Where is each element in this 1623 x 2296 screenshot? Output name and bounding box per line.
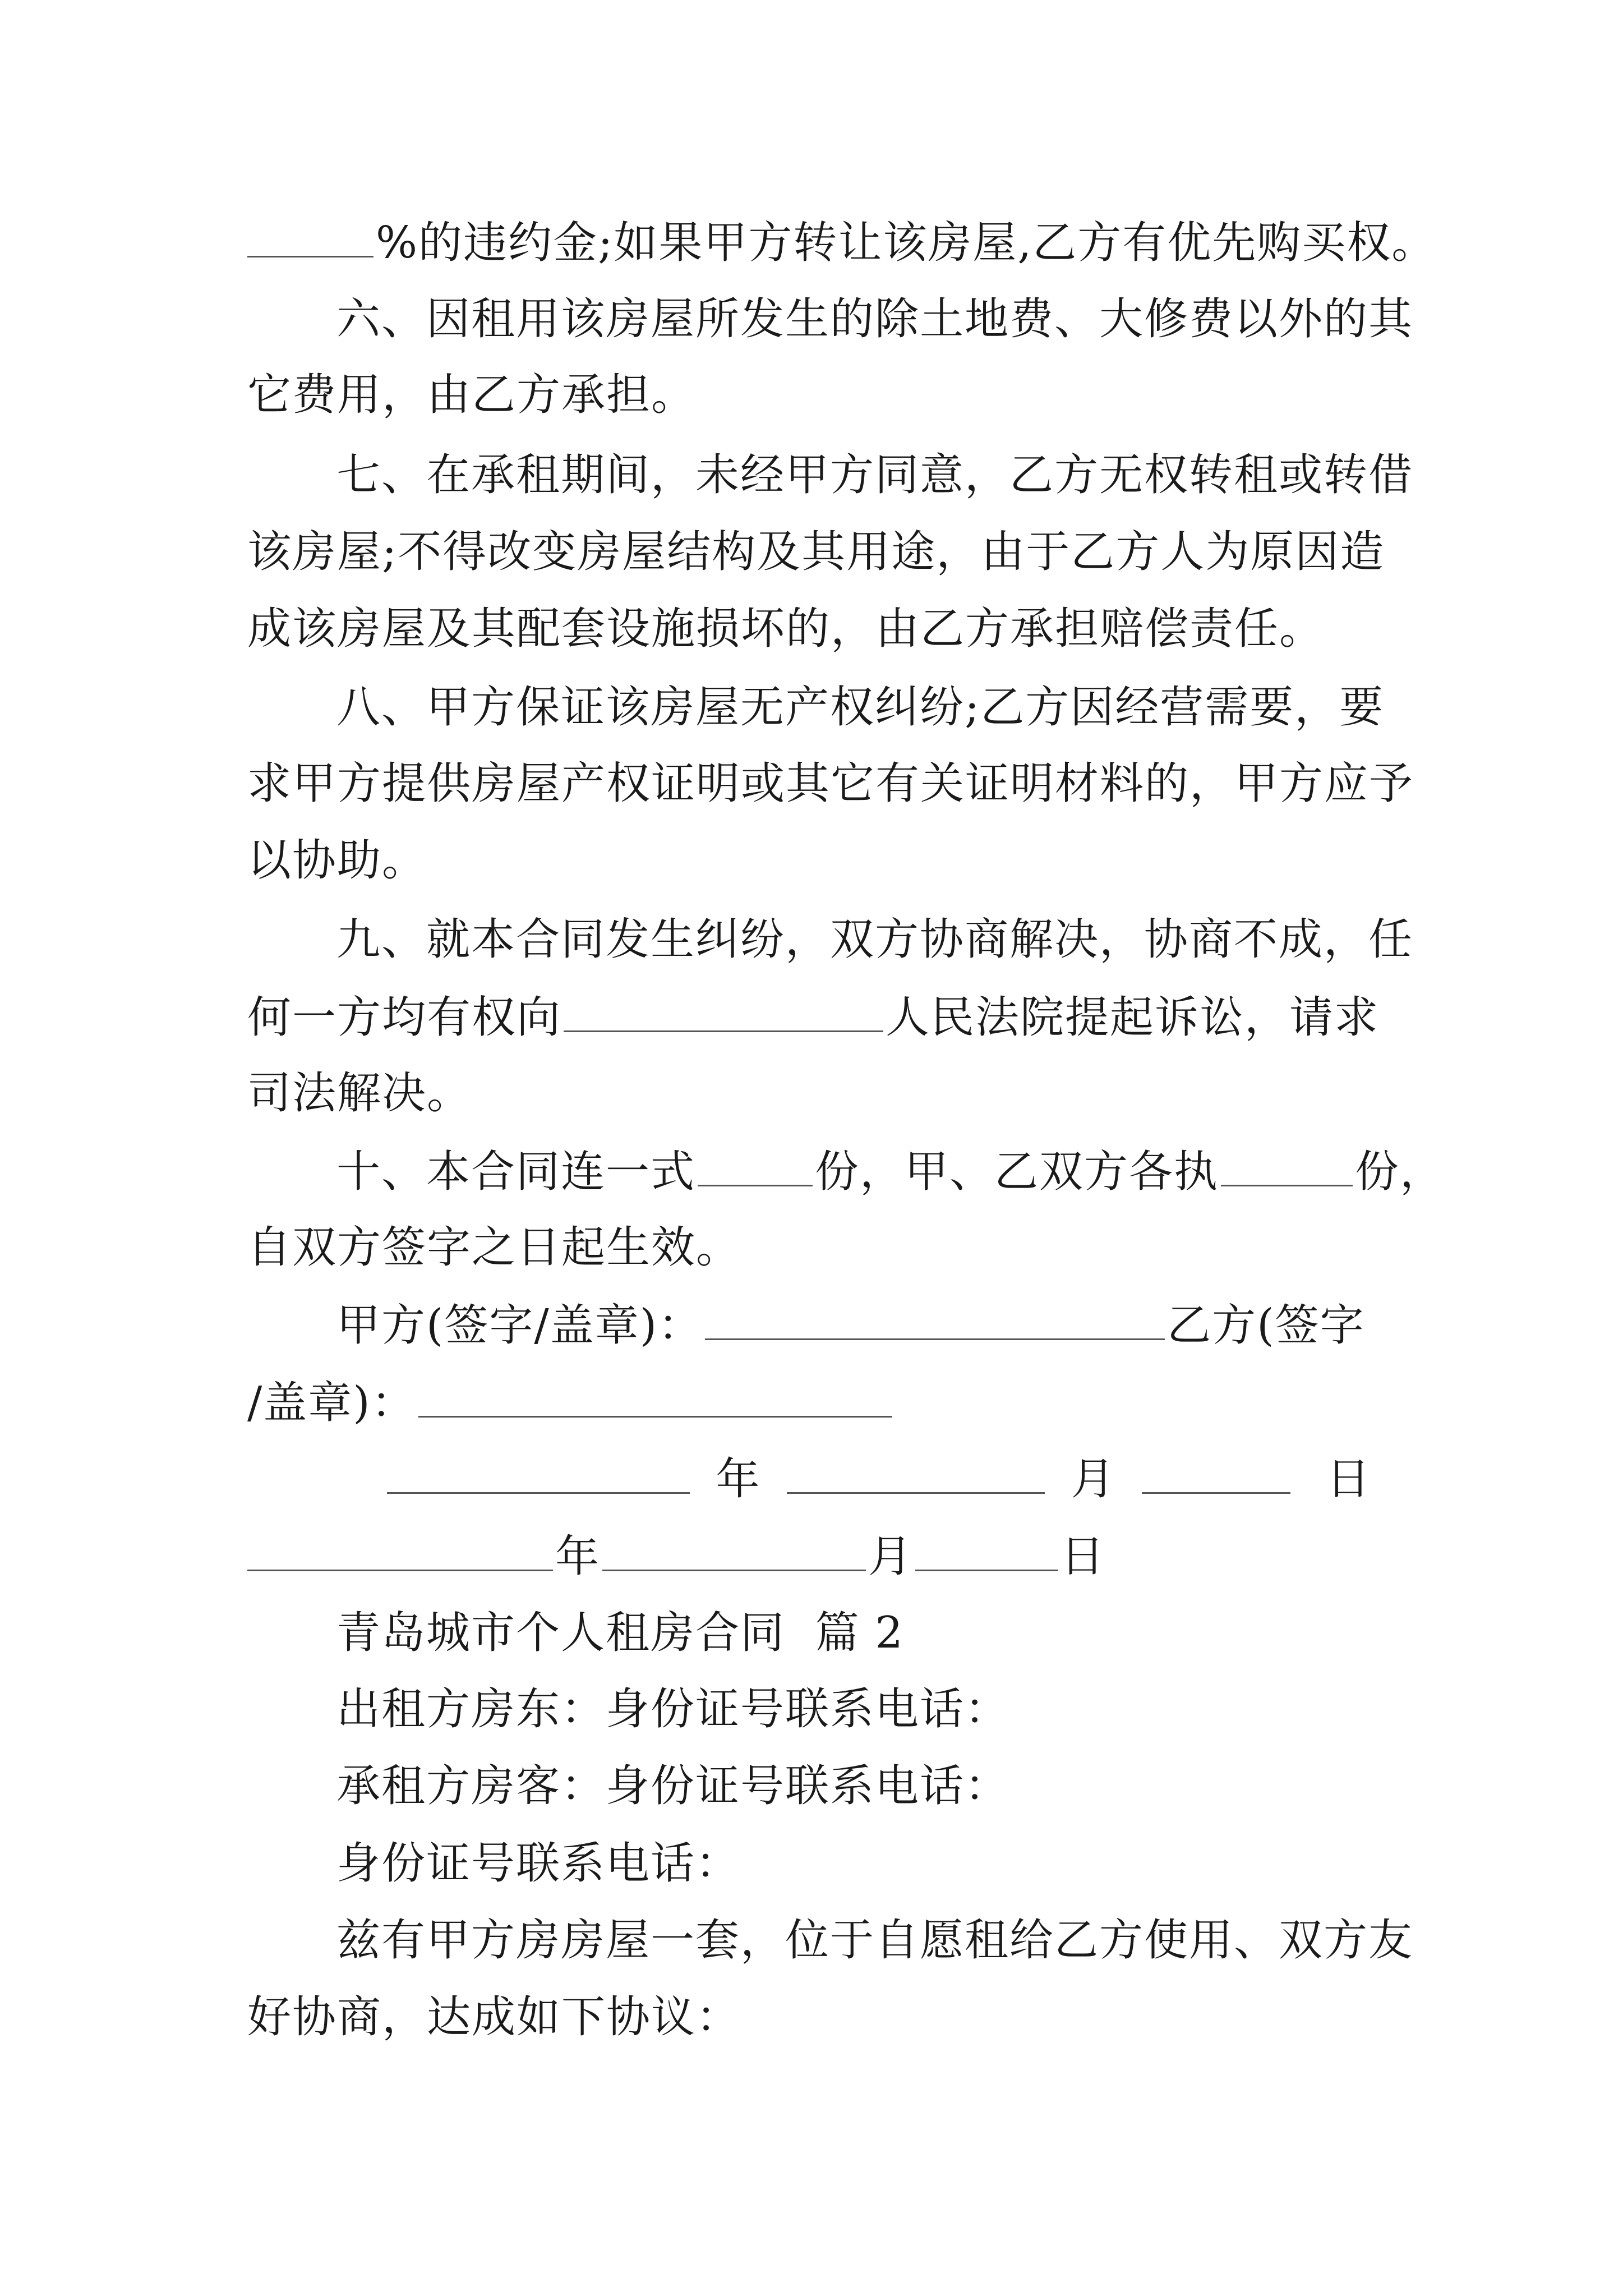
copies-each-blank xyxy=(1221,1149,1353,1186)
paragraph-line xyxy=(336,450,1414,500)
paragraph-line xyxy=(336,1915,1414,1966)
text-segment: 求甲方提供房屋产权证明或其它有关证明材料的，甲方应予 xyxy=(247,758,1414,809)
text-segment: 司法解决。 xyxy=(247,1068,472,1119)
court-name-blank xyxy=(564,995,883,1032)
text-segment: 承租方房客：身份证号联系电话： xyxy=(336,1761,1010,1811)
party-b-label-cont: /盖章)： xyxy=(247,1378,416,1428)
signature-line xyxy=(336,1300,1385,1351)
date-line xyxy=(247,1531,1386,1582)
text-segment: 八、甲方保证该房屋无产权纠纷;乙方因经营需要，要 xyxy=(336,682,1385,733)
paragraph-line xyxy=(336,682,1385,733)
party-a-label: 甲方(签字/盖章)： xyxy=(336,1300,703,1351)
text-segment: 它费用，由乙方承担。 xyxy=(247,370,697,420)
text-segment: 好协商，达成如下协议： xyxy=(247,1992,741,2042)
month-label: 月 xyxy=(868,1531,914,1582)
text-segment: 七、在承租期间，未经甲方同意，乙方无权转租或转借 xyxy=(336,450,1414,500)
text-segment: 人民法院提起诉讼，请求 xyxy=(886,992,1380,1043)
party-a-signature-blank xyxy=(705,1303,1165,1340)
year-label: 年 xyxy=(555,1531,601,1582)
heading-text: 青岛城市个人租房合同 篇 2 xyxy=(336,1608,905,1658)
party-b-label: 乙方(签字 xyxy=(1167,1300,1365,1351)
year-blank xyxy=(247,1534,553,1571)
day-blank xyxy=(1142,1456,1290,1494)
year-label: 年 xyxy=(716,1454,761,1504)
text-line xyxy=(247,835,1386,886)
text-line xyxy=(247,218,1437,268)
paragraph-line xyxy=(336,1147,1445,1197)
text-line xyxy=(336,1761,1385,1811)
day-blank xyxy=(915,1534,1058,1571)
month-label: 月 xyxy=(1071,1454,1116,1504)
text-segment: 份， xyxy=(1355,1147,1445,1197)
fill-blank xyxy=(247,220,374,257)
text-line xyxy=(247,1992,1386,2042)
text-segment: 十、本合同连一式 xyxy=(336,1147,696,1197)
paragraph-line xyxy=(336,294,1414,344)
day-label: 日 xyxy=(1326,1454,1371,1504)
year-blank xyxy=(387,1456,690,1494)
text-segment: 兹有甲方房房屋一套，位于自愿租给乙方使用、双方友 xyxy=(336,1915,1414,1966)
copies-total-blank xyxy=(698,1149,813,1186)
party-b-signature-blank xyxy=(418,1380,892,1418)
text-line xyxy=(247,527,1386,577)
text-line xyxy=(247,1068,1386,1119)
text-segment: 九、就本合同发生纠纷，双方协商解决，协商不成，任 xyxy=(336,914,1414,965)
text-segment: %的违约金;如果甲方转让该房屋,乙方有优先购买权。 xyxy=(376,218,1437,268)
text-segment: 以协助。 xyxy=(247,835,427,886)
section-heading xyxy=(336,1608,1385,1658)
month-blank xyxy=(787,1456,1045,1494)
date-line xyxy=(387,1454,1385,1504)
text-line xyxy=(336,1838,1385,1889)
paragraph-line xyxy=(336,914,1414,965)
text-line xyxy=(247,370,1386,420)
text-segment: 自双方签字之日起生效。 xyxy=(247,1222,741,1273)
month-blank xyxy=(602,1534,866,1571)
text-segment: 出租方房东：身份证号联系电话： xyxy=(336,1684,1010,1734)
text-line xyxy=(247,604,1386,654)
text-line xyxy=(247,1222,1386,1273)
text-segment: 何一方均有权向 xyxy=(247,992,562,1043)
signature-line xyxy=(247,1378,1386,1428)
text-line xyxy=(247,992,1386,1043)
text-segment: 该房屋;不得改变房屋结构及其用途，由于乙方人为原因造 xyxy=(247,527,1385,577)
text-line xyxy=(336,1684,1385,1734)
text-segment: 六、因租用该房屋所发生的除土地费、大修费以外的其 xyxy=(336,294,1414,344)
text-line xyxy=(247,758,1414,809)
text-segment: 份，甲、乙双方各执 xyxy=(815,1147,1219,1197)
text-segment: 成该房屋及其配套设施损坏的，由乙方承担赔偿责任。 xyxy=(247,604,1325,654)
day-label: 日 xyxy=(1061,1531,1106,1582)
text-segment: 身份证号联系电话： xyxy=(336,1838,741,1889)
